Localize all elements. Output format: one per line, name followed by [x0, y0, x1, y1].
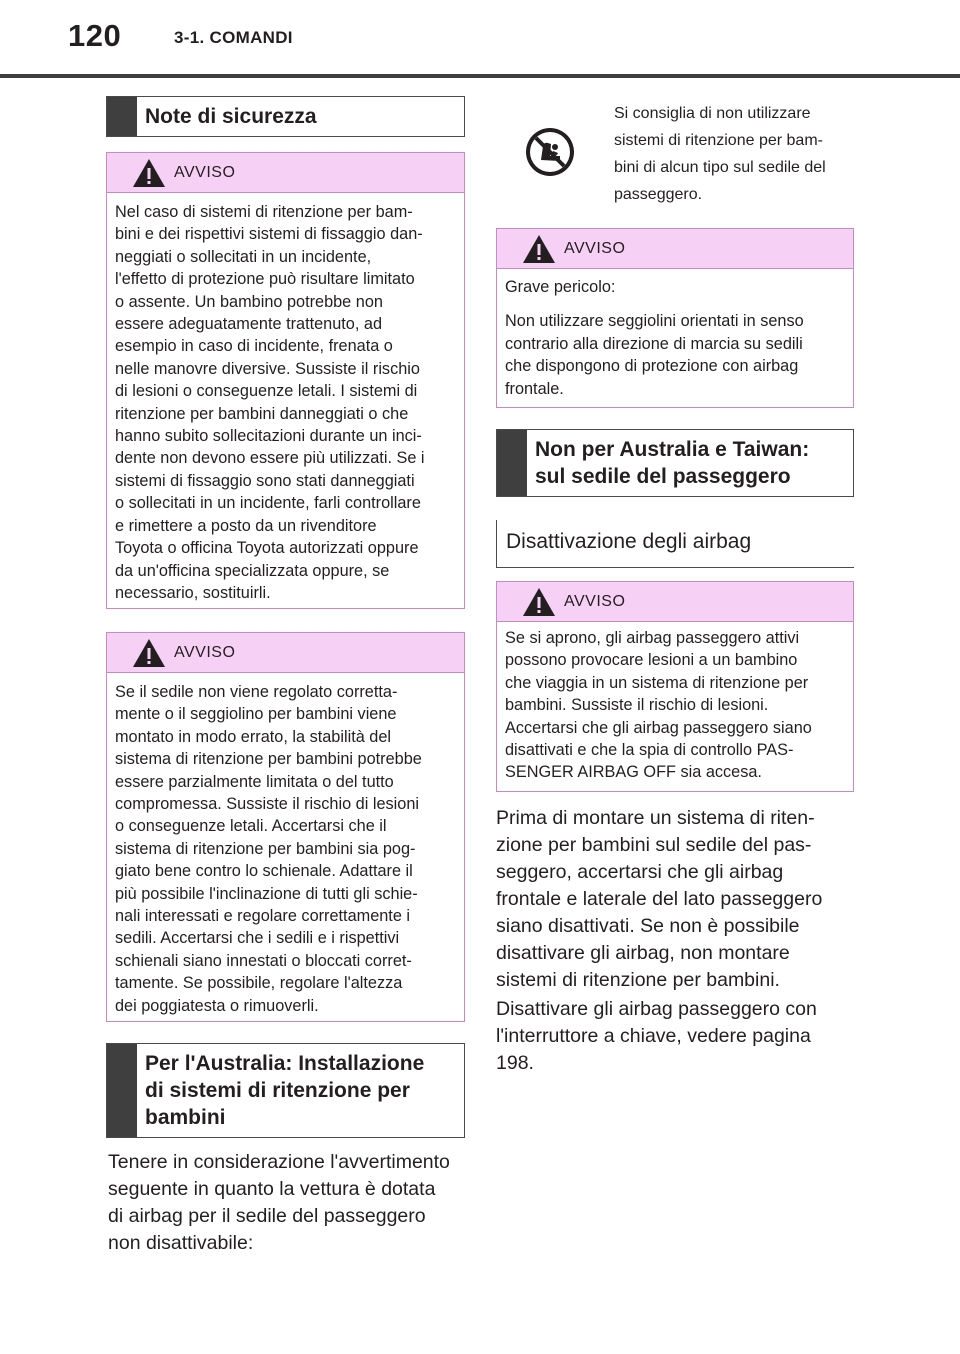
taiwan-title — [535, 436, 809, 490]
safety-notes-title: Note di sicurezza — [145, 105, 317, 128]
subheading-text: Disattivazione degli airbag — [506, 530, 752, 553]
text-line: siano disattivati. Se non è possibile — [496, 915, 800, 937]
text-line: Prima di montare un sistema di riten- — [496, 807, 815, 829]
warning-header — [497, 229, 853, 269]
text-line: nali interessati e regolare correttamente i — [115, 907, 411, 926]
text-line: compromessa. Sussiste il rischio di lesioni — [115, 795, 420, 814]
text-line: e rimettere a posto da un rivenditore — [115, 516, 377, 535]
text-line: Accertarsi che gli airbag passeggero siano — [505, 718, 812, 737]
warning-text — [115, 681, 456, 1017]
text-line: frontale. — [505, 379, 564, 398]
text-line: sistemi di fissaggio sono stati danneggiati — [115, 471, 415, 490]
text-line: contrario alla direzione di marcia su sedili — [505, 334, 803, 353]
text-line: Tenere in considerazione l'avvertimento — [108, 1151, 450, 1173]
text-line: Nel caso di sistemi di ritenzione per bam- — [115, 203, 413, 221]
text-line: possono provocare lesioni a un bambino — [505, 651, 798, 670]
subheading-rule — [496, 520, 497, 567]
warning-label: AVVISO — [564, 593, 626, 610]
airbag-paragraph-2 — [496, 996, 856, 1077]
text-line: giato bene contro lo schienale. Adattare il — [115, 862, 413, 881]
warning-label: AVVISO — [174, 164, 236, 181]
heading-bar — [107, 97, 137, 136]
text-line: o assente. Un bambino potrebbe non — [115, 292, 383, 311]
text-line: sistema di ritenzione per bambini potrebbe — [115, 750, 422, 769]
title-line: di sistemi di ritenzione per — [145, 1079, 410, 1102]
text-line: Non utilizzare seggiolini orientati in senso — [505, 312, 804, 331]
title-line: sul sedile del passeggero — [535, 465, 791, 488]
text-line: Disattivare gli airbag passeggero con — [496, 998, 817, 1020]
text-line: sistema di ritenzione per bambini sia pog- — [115, 839, 416, 858]
text-line: seguente in quanto la vettura è dotata — [108, 1178, 436, 1200]
taiwan-heading — [496, 429, 854, 497]
text-line: essere parzialmente limitata o del tutto — [115, 772, 394, 791]
heading-bar — [107, 1044, 137, 1137]
text-line: nelle manovre diversive. Sussiste il rischio — [115, 359, 420, 378]
text-line: tamente. Se possibile, regolare l'altezza — [115, 974, 403, 993]
text-line: zione per bambini sul sedile del pas- — [496, 834, 812, 856]
text-line: Toyota o officina Toyota autorizzati oppure — [115, 539, 419, 558]
text-line: o conseguenze letali. Accertarsi che il — [115, 817, 387, 836]
text-line: l'interruttore a chiave, vedere pagina — [496, 1025, 811, 1047]
text-line: neggiati o sollecitati in un incidente, — [115, 247, 372, 266]
australia-paragraph — [108, 1149, 468, 1257]
airbag-paragraph-1 — [496, 805, 856, 994]
warning-triangle-icon — [521, 233, 557, 265]
text-line: SENGER AIRBAG OFF sia accesa. — [505, 763, 762, 782]
text-line: o sollecitati in un incidente, farli controllare — [115, 494, 421, 513]
page-number: 120 — [68, 18, 122, 53]
warning-header — [107, 633, 464, 673]
header-rule — [0, 74, 960, 78]
text-line: Grave pericolo: — [505, 278, 616, 296]
text-line: che viaggia in un sistema di ritenzione per — [505, 673, 809, 692]
text-line: seggero, accertarsi che gli airbag — [496, 861, 784, 883]
text-line: non disattivabile: — [108, 1232, 254, 1254]
warning-header — [497, 582, 853, 622]
warning-text — [505, 276, 845, 400]
warning-box-4 — [496, 581, 854, 792]
text-line: bini di alcun tipo sul sedile del — [614, 159, 826, 176]
text-line: che dispongono di protezione con airbag — [505, 357, 799, 376]
text-line: più possibile l'inclinazione di tutti gli schie- — [115, 884, 418, 903]
warning-text — [115, 201, 456, 604]
text-line: Se il sedile non viene regolato corretta- — [115, 683, 398, 701]
page-header — [0, 0, 960, 78]
text-line: sistemi di ritenzione per bambini. — [496, 969, 780, 991]
text-line: dei poggiatesta o rimuoverli. — [115, 996, 319, 1015]
warning-label: AVVISO — [564, 240, 626, 257]
text-line: disattivati e che la spia di controllo PAS- — [505, 741, 794, 760]
text-line: hanno subito sollecitazioni durante un inci- — [115, 427, 422, 446]
text-line: sistemi di ritenzione per bam- — [614, 132, 823, 149]
warning-label: AVVISO — [174, 644, 236, 661]
no-child-seat-icon — [524, 126, 576, 178]
warning-triangle-icon — [131, 157, 167, 189]
text-line: essere adeguatamente trattenuto, ad — [115, 315, 383, 334]
title-line: bambini — [145, 1106, 226, 1129]
text-line: mente o il seggiolino per bambini viene — [115, 705, 397, 724]
text-line: di lesioni o conseguenze letali. I sistemi di — [115, 382, 418, 401]
text-line: sedili. Accertarsi che i sedili e i rispettivi — [115, 929, 400, 948]
text-line: 198. — [496, 1052, 534, 1074]
text-line: da un'officina specializzata oppure, se — [115, 561, 390, 580]
text-line: schienali siano innestati o bloccati corret- — [115, 951, 412, 970]
text-line: Se si aprono, gli airbag passeggero attivi — [505, 629, 800, 647]
warning-triangle-icon — [521, 586, 557, 618]
text-line: montato in modo errato, la stabilità del — [115, 727, 392, 746]
warning-box-1 — [106, 152, 465, 609]
icon-caption — [614, 100, 854, 208]
title-line: Non per Australia e Taiwan: — [535, 438, 810, 461]
text-line: esempio in caso di incidente, frenata o — [115, 337, 393, 356]
text-line: bambini. Sussiste il rischio di lesioni. — [505, 696, 769, 715]
text-line: di airbag per il sedile del passeggero — [108, 1205, 426, 1227]
title-line: Per l'Australia: Installazione — [145, 1052, 425, 1075]
heading-bar — [497, 430, 527, 496]
text-line: bini e dei rispettivi sistemi di fissaggio dan- — [115, 225, 423, 244]
australia-title — [145, 1050, 424, 1131]
warning-text — [505, 627, 845, 784]
text-line: passeggero. — [614, 186, 703, 203]
warning-box-3 — [496, 228, 854, 408]
text-line: disattivare gli airbag, non montare — [496, 942, 790, 964]
text-line: necessario, sostituirli. — [115, 583, 271, 602]
section-title: 3-1. COMANDI — [174, 28, 293, 47]
warning-box-2 — [106, 632, 465, 1022]
warning-triangle-icon — [131, 637, 167, 669]
text-line: l'effetto di protezione può risultare limitato — [115, 270, 415, 289]
text-line: dente non devono essere più utilizzati. Se i — [115, 449, 425, 468]
text-line: ritenzione per bambini danneggiati o che — [115, 404, 409, 423]
text-line: Si consiglia di non utilizzare — [614, 105, 811, 122]
safety-notes-heading — [106, 96, 465, 137]
australia-heading — [106, 1043, 465, 1138]
text-line: frontale e laterale del lato passeggero — [496, 888, 823, 910]
airbag-subheading — [496, 520, 854, 568]
warning-header — [107, 153, 464, 193]
